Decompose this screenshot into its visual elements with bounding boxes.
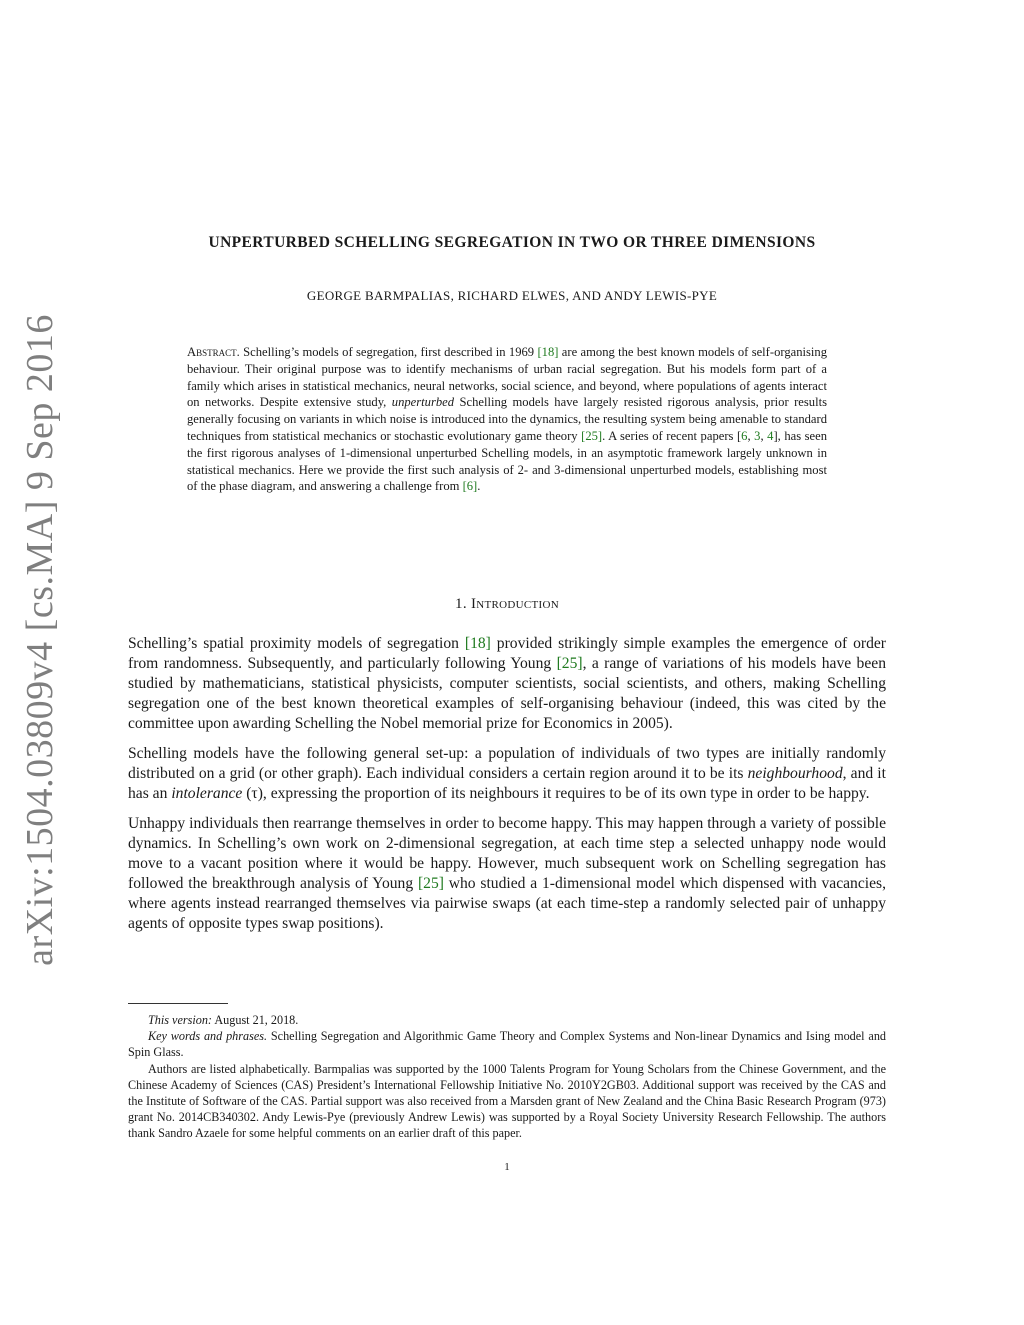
paragraph [128, 814, 886, 934]
abstract-emphasis: unperturbed [391, 395, 455, 410]
abstract [187, 344, 827, 495]
abstract-label: Abstract. [187, 345, 240, 359]
abstract-text: Schelling’s models of segregation, first described in 1969 [243, 345, 538, 359]
page-number: 1 [504, 1161, 510, 1173]
footnote-label: This version: [148, 1013, 212, 1027]
body-text [128, 634, 886, 944]
citation-link[interactable]: 3 [754, 428, 761, 443]
paragraph-text: , and it has an [128, 765, 886, 802]
section-title: Introduction [470, 596, 559, 612]
paragraph-text: Unhappy individuals then rearrange themselves in order to become happy. This may happen through a variety of possible dynamics. In Schelling’s own work on 2-dimensional segregation, at each time step a selected unhappy node would move to a vacant position where it would be happy. However, much subsequent work on Schelling segregation has followed the breakthrough analysis of Young [128, 815, 886, 892]
citation-separator: , [747, 428, 755, 443]
citation-link[interactable]: [6] [462, 479, 478, 494]
footnote-text: Schelling Segregation and Algorithmic Game Theory and Complex Systems and Non-linear Dynamics and Ising model and Spin Glass. [128, 1029, 887, 1060]
abstract-text: are among the best known models of self-organising behaviour. Their original purpose was to identify mechanisms of urban racial segregation. But his models form part of a family which arises in statistical mechanics, neural networks, social science, and beyond, where populations of agents interact on networks. Despite extensive study, [187, 345, 828, 410]
emphasis-text: neighbourhood [747, 765, 843, 782]
footnote-keywords [128, 1028, 886, 1060]
citation-link[interactable]: [18] [537, 345, 559, 359]
citation-separator: , [760, 428, 768, 443]
paragraph-text: , a range of variations of his models have been studied by mathematicians, statistical physicists, computer scientists, social scientists, and others, making Schelling segregation one of the best known theoretical examples of self-organising behaviour (indeed, this was cited by the committee upon awarding Schelling the Nobel memorial prize for Economics in 2005). [128, 655, 886, 732]
section-number: 1. [455, 596, 467, 612]
paper-title: UNPERTURBED SCHELLING SEGREGATION IN TWO OR THREE DIMENSIONS [208, 234, 816, 251]
citation-link[interactable]: [25] [417, 875, 444, 892]
citation-link[interactable]: [25] [581, 428, 603, 443]
abstract-text: . [477, 479, 481, 494]
paragraph-text: who studied a 1-dimensional model which dispensed with vacancies, where agents instead rearranged themselves via pairwise swaps (at each time-step a randomly selected pair of unhappy agents of opposite types swap positions). [128, 875, 886, 932]
author-list: GEORGE BARMPALIAS, RICHARD ELWES, AND ANDY LEWIS-PYE [306, 288, 718, 303]
abstract-text: Schelling models have largely resisted rigorous analysis, prior results generally focusing on variants in which noise is introduced into the dynamics, the resulting system being amenable to standard techniques from statistical mechanics or stochastic evolutionary game theory [187, 395, 827, 443]
paragraph-text: Schelling models have the following general set-up: a population of individuals of two types are initially randomly distributed on a grid (or other graph). Each individual considers a certain region around it to be its [128, 745, 886, 782]
arxiv-identifier-text: arXiv:1504.03809v4 [cs.MA] 9 Sep 2016 [19, 314, 61, 966]
footnote-version [128, 1012, 886, 1028]
footnote-divider [128, 1003, 228, 1004]
emphasis-text: intolerance [171, 785, 243, 802]
paragraph-text: provided strikingly simple examples the emergence of order from randomness. Subsequently, and particularly following Young [128, 635, 887, 672]
footnote-funding: Authors are listed alphabetically. Barmpalias was supported by the 1000 Talents Program for Young Scholars from the Chinese Government, and the Chinese Academy of Sciences (CAS) President’s International Fellowship Initiative No. 2010Y2GB03. Additional support was received by the CAS and the Institute of Software of the CAS. Partial support was also received from a Marsden grant of New Zealand and the China Basic Research Program (973) grant No. 2014CB340302. Andy Lewis-Pye (previously Andrew Lewis) was supported by a Royal Society University Research Fellowship. The authors thank Sandro Azaele for some helpful comments on an earlier draft of this paper. [128, 1061, 886, 1141]
footnotes [128, 1012, 886, 1142]
citation-link[interactable]: [18] [464, 635, 491, 652]
footnote-label: Key words and phrases. [148, 1029, 268, 1044]
footnote-text: August 21, 2018. [211, 1013, 299, 1027]
abstract-text: ], has seen the first rigorous analyses of 1-dimensional unperturbed Schelling models, in an asymptotic framework largely unknown in statistical mechanics. Here we provide the first such analysis of 2- and 3-dimensional unperturbed models, establishing most of the phase diagram, and answering a challenge from [187, 428, 828, 494]
paragraph [128, 634, 886, 734]
citation-link[interactable]: 4 [767, 428, 774, 443]
paragraph [128, 744, 886, 804]
citation-link[interactable]: 6 [741, 428, 748, 443]
paragraph-text: Schelling’s spatial proximity models of segregation [128, 635, 465, 652]
citation-link[interactable]: [25] [556, 655, 583, 672]
section-heading [0, 596, 1014, 613]
abstract-text: . A series of recent papers [ [602, 428, 742, 443]
paragraph-text: (τ), expressing the proportion of its neighbours it requires to be of its own type in order to be happy. [242, 785, 870, 802]
